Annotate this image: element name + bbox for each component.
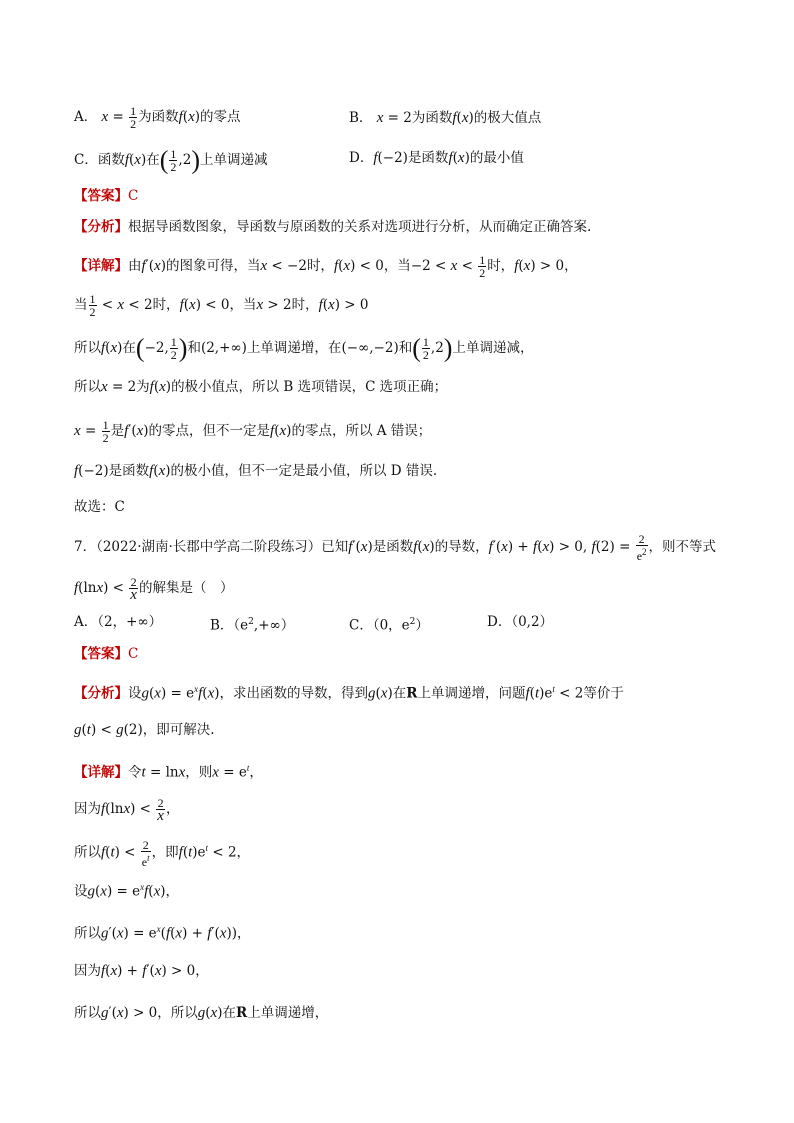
q6-detail-line-4: 所以x = 2为f(x)的极小值点，所以 B 选项错误，C 选项正确；: [74, 379, 448, 395]
q7-detail-line-6: 因为f(x) + f′(x) > 0，: [74, 963, 209, 979]
q7-detail-line-4: 设$g(x) = e^xf(x)$，: [74, 882, 180, 900]
q7-detail-line-2: 因为f(lnx) < $\frac{2}{x}$ ，: [74, 796, 180, 824]
q6-detail-line-3: 所以f(x)在(−2, $\frac{1}{2}$ )和(2,+∞)上单调递增，在(−∞,−2)和( $\frac{1}{2}$ ,2)上单调递减，: [74, 333, 534, 363]
option-a: A． x = $\frac{1}{2}$ 为函数f(x)的零点: [74, 104, 241, 131]
q7-detail-line-5: 所以$g'(x) = e^x(f(x) + f'(x))$，: [74, 924, 251, 942]
q6-choose: 故选：C: [74, 499, 125, 515]
q7-option-a: A．（2，+∞）: [74, 614, 163, 630]
q7-answer: 【答案】C: [74, 646, 139, 662]
q7-detail-line-1: 【详解】令t = lnx，则$x = e^t$，: [74, 763, 263, 781]
q7-detail-line-3: 所以f(t) < $\frac{2}{e^t}$ ，即$f(t)e^t < 2$，: [74, 837, 251, 869]
q7-detail-line-7: 所以g′(x) > 0，所以g(x)在R上单调递增，: [74, 1005, 329, 1021]
q6-answer: 【答案】C: [74, 188, 139, 204]
q6-detail-line-6: f(−2)是函数f(x)的极小值，但不一定是最小值，所以 D 错误.: [74, 463, 438, 479]
option-b: B． x = 2为函数f(x)的极大值点: [349, 110, 542, 126]
q7-analysis-line-2: g(t) < g(2)，即可解决.: [74, 722, 215, 738]
q7-option-d: D．（0,2）: [487, 614, 554, 630]
q6-detail-line-5: x = $\frac{1}{2}$ 是f′(x)的零点，但不一定是f(x)的零点，所以 A 错误；: [74, 418, 432, 445]
q7-option-c: C．（0，$e^2$）: [349, 617, 429, 634]
option-d: D．f(−2)是函数f(x)的最小值: [349, 150, 524, 166]
q6-detail-line-1: 【详解】由f′(x)的图象可得，当x < −2时，f(x) < 0，当−2 < x < $\frac{1}{2}$ 时，f(x) > 0，: [74, 253, 578, 280]
q7-analysis-line-1: 【分析】设$g(x) = e^xf(x)$，求出函数的导数，得到g(x)在R上单调递增，问题$f(t)e^t < 2$等价于: [74, 684, 624, 702]
option-c: C．函数f(x)在( $\frac{1}{2}$ ,2)上单调递减: [74, 145, 268, 175]
q7-stem-line-2: f(lnx) < $\frac{2}{x}$ 的解集是（ ）: [74, 575, 234, 603]
q7-option-b: B．$(e^2,+\infty)$: [210, 617, 295, 634]
q6-detail-line-2: 当 $\frac{1}{2}$ < x < 2时，f(x) < 0，当x > 2时，f(x) > 0: [74, 292, 369, 319]
q7-stem-line-1: 7．（2022·湖南·长郡中学高二阶段练习）已知f′(x)是函数f(x)的导数，f′(x) + f(x) > 0, f(2) = $\frac{2}{e^2}$ ，则不等式: [74, 532, 717, 563]
q6-analysis: 【分析】根据导函数图象，导函数与原函数的关系对选项进行分析，从而确定正确答案.: [74, 219, 592, 235]
